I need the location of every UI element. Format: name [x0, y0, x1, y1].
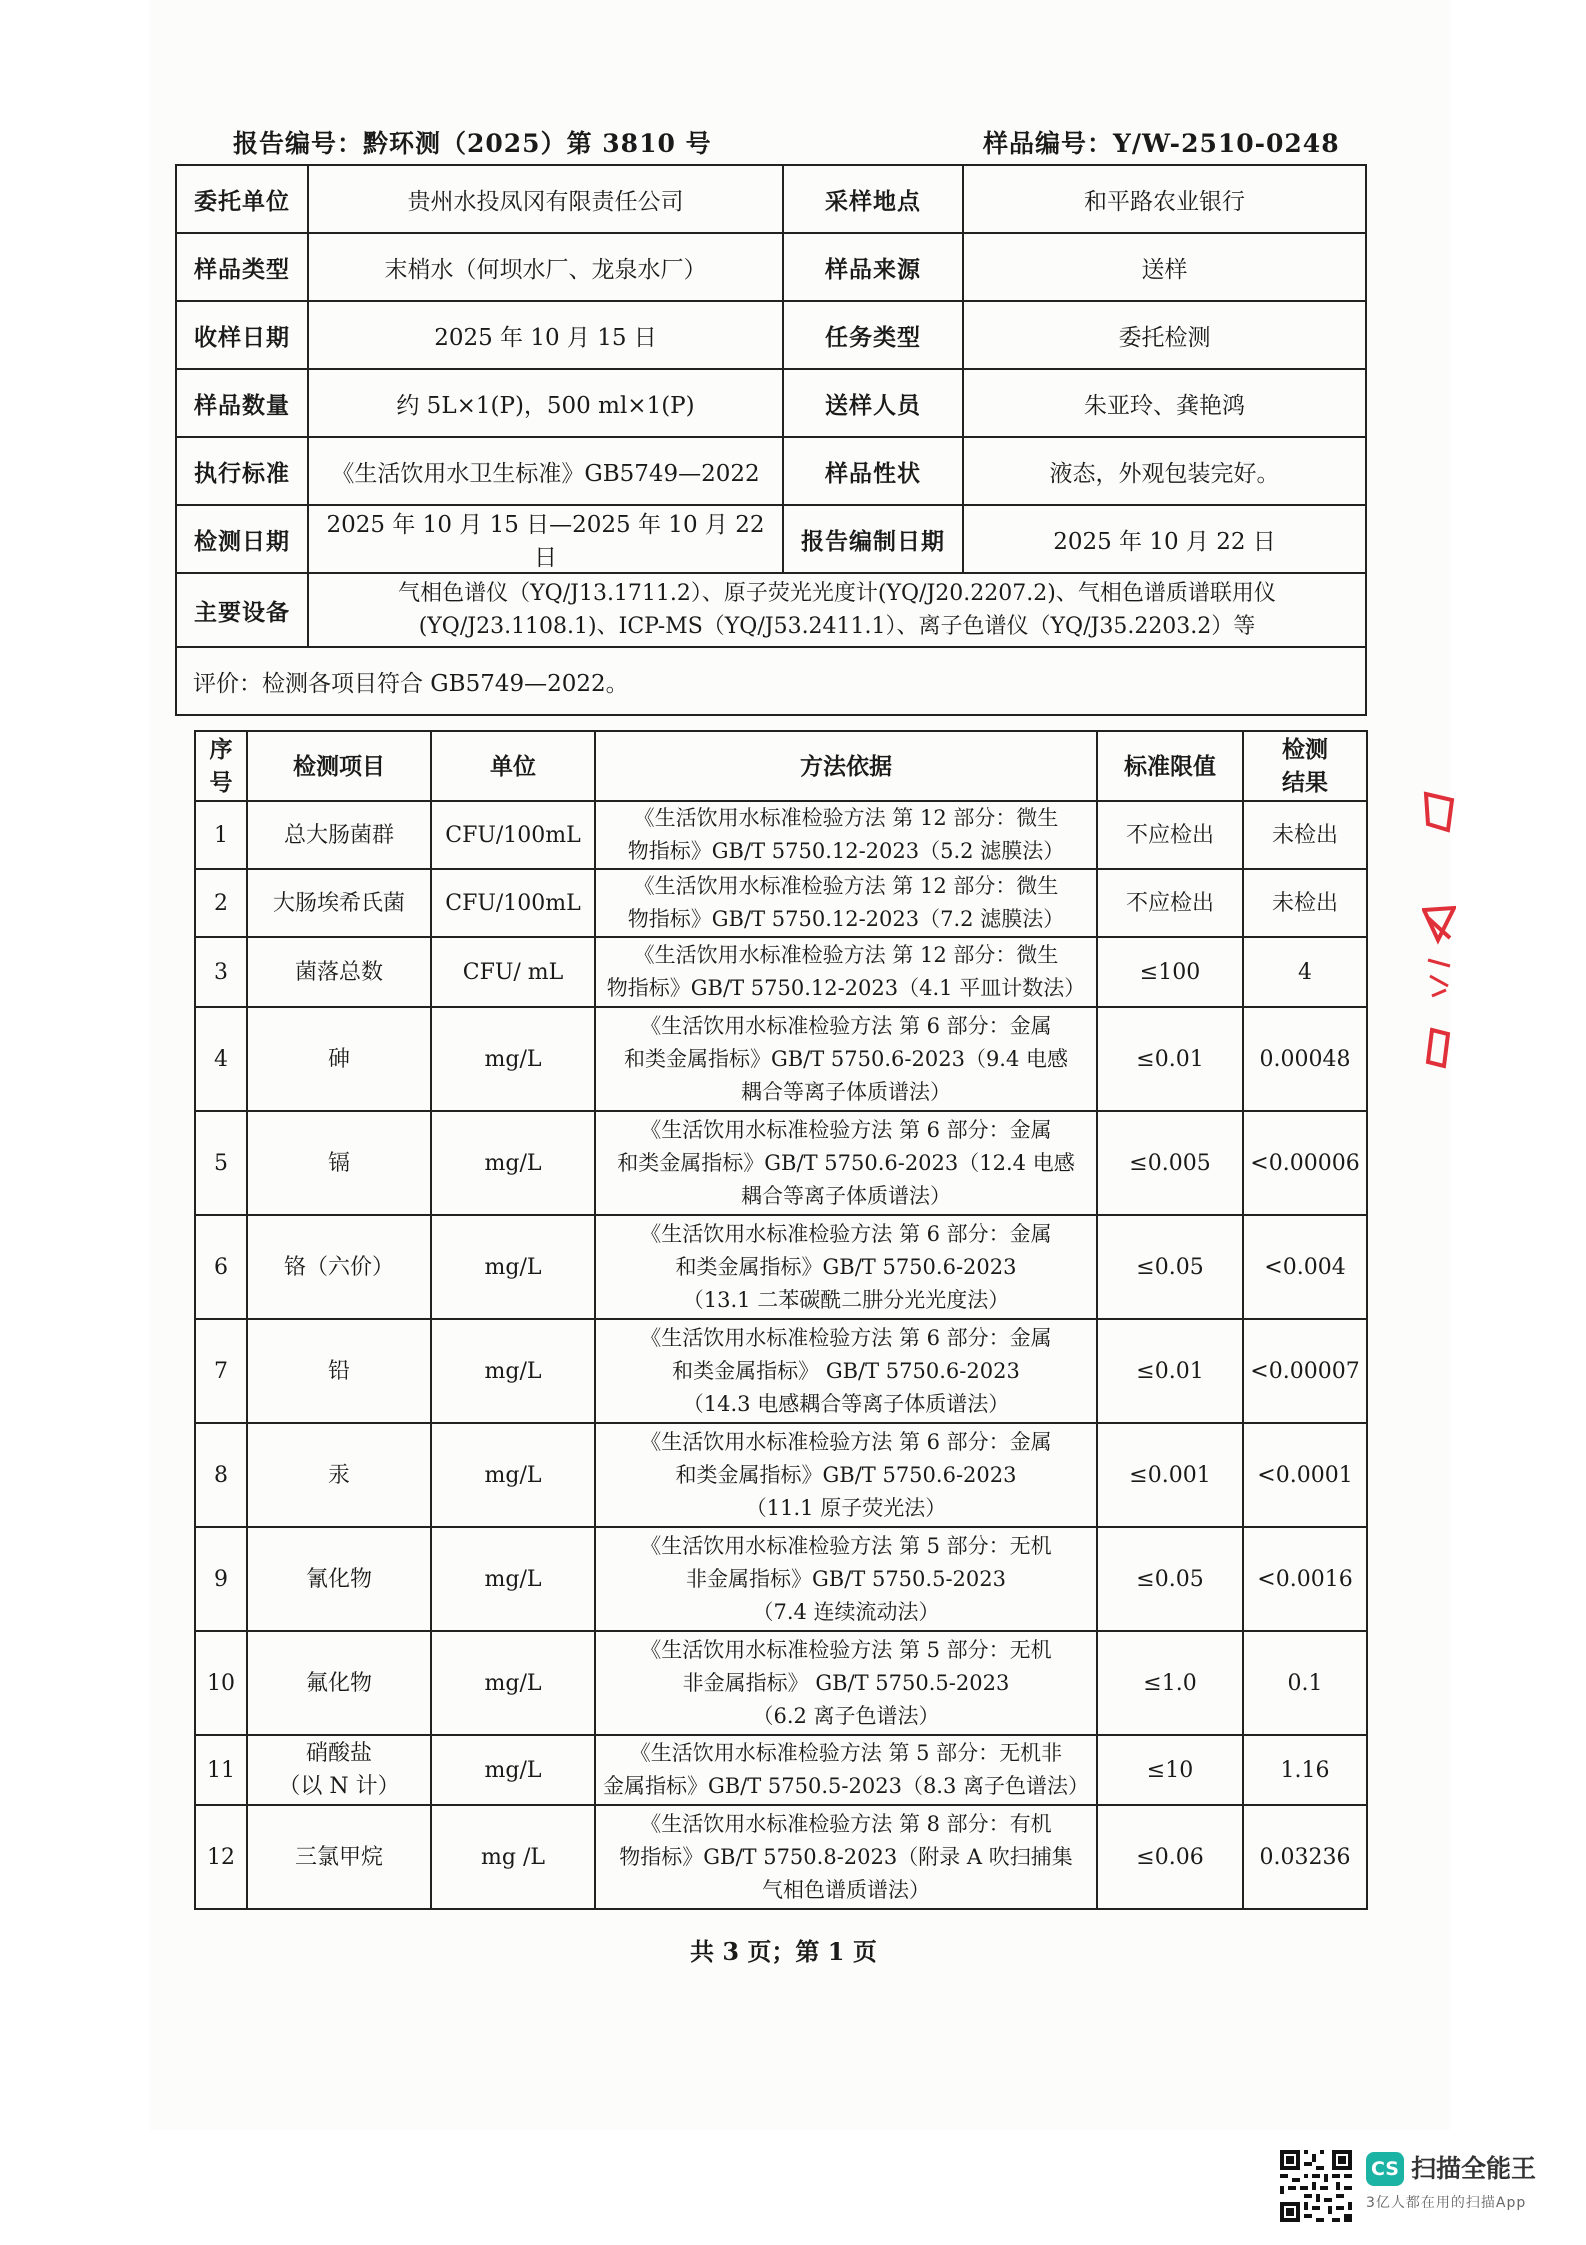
type-label: 样品类型 — [176, 233, 308, 301]
sample-number: 样品编号：Y/W-2510-0248 — [983, 129, 1340, 158]
cell-line: 和类金属指标》GB/T 5750.6-2023（9.4 电感 — [623, 1046, 1069, 1071]
row-result: 0.1 — [1243, 1631, 1367, 1735]
row-item — [247, 1111, 431, 1215]
cell-line: 非金属指标》GB/T 5750.5-2023 — [686, 1566, 1006, 1591]
header-text: 序 — [209, 736, 233, 763]
header-text: 结果 — [1282, 769, 1328, 796]
cell-line: （6.2 离子色谱法） — [752, 1703, 940, 1728]
cell-line: 和类金属指标》 GB/T 5750.6-2023 — [672, 1358, 1020, 1383]
row-result: 1.16 — [1243, 1735, 1367, 1805]
row-unit: CFU/100mL — [431, 801, 595, 869]
row-item — [247, 1423, 431, 1527]
row-limit: ≤0.06 — [1097, 1805, 1243, 1909]
header-text: 号 — [209, 769, 233, 796]
row-unit: CFU/ mL — [431, 937, 595, 1007]
stamp-mark — [1424, 908, 1454, 940]
row-unit: mg/L — [431, 1423, 595, 1527]
equipment-line: (YQ/J23.1108.1)、ICP-MS（YQ/J53.2411.1）、离子色谱仪（YQ/J35.2203.2）等 — [418, 614, 1256, 639]
cell-line: 物指标》GB/T 5750.8-2023（附录 A 吹扫捕集 — [619, 1844, 1073, 1869]
quantity-value: 约 5L×1(P)，500 ml×1(P) — [308, 369, 783, 437]
header-method: 方法依据 — [595, 731, 1097, 801]
row-result: 0.03236 — [1243, 1805, 1367, 1909]
row-seq: 1 — [195, 801, 247, 869]
cell-line: 大肠埃希氏菌 — [272, 890, 405, 916]
row-seq: 3 — [195, 937, 247, 1007]
header-seq — [195, 731, 247, 801]
row-unit: mg /L — [431, 1805, 595, 1909]
row-method — [595, 1735, 1097, 1805]
cell-line: 金属指标》GB/T 5750.5-2023（8.3 离子色谱法） — [602, 1774, 1090, 1798]
header-item: 检测项目 — [247, 731, 431, 801]
client-label: 委托单位 — [176, 165, 308, 233]
row-unit: mg/L — [431, 1735, 595, 1805]
sender-value: 朱亚玲、龚艳鸿 — [963, 369, 1366, 437]
row-item — [247, 869, 431, 937]
type-value: 末梢水（何坝水厂、龙泉水厂） — [308, 233, 783, 301]
row-limit: 不应检出 — [1097, 801, 1243, 869]
results-body — [195, 801, 1367, 1909]
row-item — [247, 1527, 431, 1631]
page-indicator: 共 3 页；第 1 页 — [690, 1937, 877, 1966]
row-limit: 不应检出 — [1097, 869, 1243, 937]
table-row — [195, 1805, 1367, 1909]
row-item — [247, 1007, 431, 1111]
source-value: 送样 — [963, 233, 1366, 301]
row-seq: 6 — [195, 1215, 247, 1319]
row-limit: ≤100 — [1097, 937, 1243, 1007]
cell-line: 《生活饮用水标准检验方法 第 5 部分：无机 — [640, 1637, 1052, 1662]
client-value: 贵州水投凤冈有限责任公司 — [308, 165, 783, 233]
table-row — [195, 1423, 1367, 1527]
cell-line: 物指标》GB/T 5750.12-2023（7.2 滤膜法） — [627, 907, 1065, 931]
row-method — [595, 1319, 1097, 1423]
quantity-label: 样品数量 — [176, 369, 308, 437]
site-label: 采样地点 — [783, 165, 963, 233]
cell-line: 《生活饮用水标准检验方法 第 12 部分：微生 — [633, 943, 1059, 967]
cell-line: 《生活饮用水标准检验方法 第 12 部分：微生 — [633, 806, 1059, 830]
sample-info-table — [175, 164, 1367, 716]
row-method — [595, 869, 1097, 937]
row-unit: mg/L — [431, 1527, 595, 1631]
test-date-label: 检测日期 — [176, 505, 308, 573]
app-tagline: 3亿人都在用的扫描App — [1366, 2195, 1527, 2211]
cell-line: 硝酸盐 — [305, 1741, 372, 1766]
row-limit: ≤0.01 — [1097, 1007, 1243, 1111]
cell-line: 气相色谱质谱法） — [762, 1877, 930, 1902]
row-unit: mg/L — [431, 1319, 595, 1423]
report-number: 报告编号：黔环测（2025）第 3810 号 — [233, 129, 712, 158]
meta-row — [176, 301, 1366, 369]
cell-line: 非金属指标》 GB/T 5750.5-2023 — [682, 1670, 1010, 1695]
sample-state-label: 样品性状 — [783, 437, 963, 505]
cell-line: 铅 — [327, 1358, 350, 1384]
cell-line: 耦合等离子体质谱法） — [741, 1079, 951, 1104]
cell-line: 《生活饮用水标准检验方法 第 5 部分：无机 — [640, 1533, 1052, 1558]
meta-row — [176, 233, 1366, 301]
cell-line: （7.4 连续流动法） — [752, 1599, 940, 1624]
row-seq: 8 — [195, 1423, 247, 1527]
table-header-row — [195, 731, 1367, 801]
meta-row — [176, 505, 1366, 573]
cell-line: （以 N 计） — [278, 1774, 400, 1799]
site-value: 和平路农业银行 — [963, 165, 1366, 233]
sample-state-value: 液态，外观包装完好。 — [963, 437, 1366, 505]
table-row — [195, 801, 1367, 869]
row-seq: 2 — [195, 869, 247, 937]
row-seq: 7 — [195, 1319, 247, 1423]
camscanner-logo-icon: CS — [1366, 2152, 1404, 2186]
cell-line: 氟化物 — [305, 1670, 372, 1696]
cell-line: 《生活饮用水标准检验方法 第 6 部分：金属 — [640, 1221, 1052, 1246]
cell-line: 《生活饮用水标准检验方法 第 12 部分：微生 — [633, 874, 1059, 898]
row-item — [247, 1319, 431, 1423]
row-result: 未检出 — [1243, 869, 1367, 937]
source-label: 样品来源 — [783, 233, 963, 301]
row-unit: mg/L — [431, 1111, 595, 1215]
cell-line: 物指标》GB/T 5750.12-2023（5.2 滤膜法） — [627, 839, 1065, 863]
report-date-value: 2025 年 10 月 22 日 — [963, 505, 1366, 573]
row-unit: CFU/100mL — [431, 869, 595, 937]
cell-line: 《生活饮用水标准检验方法 第 6 部分：金属 — [640, 1325, 1052, 1350]
row-result: 0.00048 — [1243, 1007, 1367, 1111]
receive-date-value: 2025 年 10 月 15 日 — [308, 301, 783, 369]
row-method — [595, 1007, 1097, 1111]
table-row — [195, 937, 1367, 1007]
row-limit: ≤0.01 — [1097, 1319, 1243, 1423]
row-method — [595, 1631, 1097, 1735]
row-result: <0.00007 — [1243, 1319, 1367, 1423]
scanner-watermark — [1278, 2148, 1578, 2212]
row-seq: 11 — [195, 1735, 247, 1805]
table-row — [195, 869, 1367, 937]
row-result: <0.0016 — [1243, 1527, 1367, 1631]
table-row — [195, 1215, 1367, 1319]
row-item — [247, 1735, 431, 1805]
cell-line: 菌落总数 — [294, 959, 383, 985]
cell-line: 《生活饮用水标准检验方法 第 6 部分：金属 — [640, 1117, 1052, 1142]
cell-line: 砷 — [327, 1046, 350, 1072]
cell-line: 汞 — [327, 1462, 350, 1488]
header-result — [1243, 731, 1367, 801]
cell-line: 耦合等离子体质谱法） — [741, 1183, 951, 1208]
cell-line: 总大肠菌群 — [283, 822, 394, 848]
cell-line: 镉 — [327, 1150, 350, 1176]
row-method — [595, 937, 1097, 1007]
row-result: 未检出 — [1243, 801, 1367, 869]
row-limit: ≤0.001 — [1097, 1423, 1243, 1527]
cell-line: 《生活饮用水标准检验方法 第 6 部分：金属 — [640, 1013, 1052, 1038]
table-row — [195, 1527, 1367, 1631]
cell-line: 和类金属指标》GB/T 5750.6-2023 — [675, 1254, 1017, 1279]
row-item — [247, 1215, 431, 1319]
stamp-mark — [1426, 794, 1452, 830]
test-date-value: 2025 年 10 月 15 日—2025 年 10 月 22 日 — [308, 505, 783, 573]
table-row — [195, 1631, 1367, 1735]
equipment-label: 主要设备 — [176, 573, 308, 647]
equipment-value — [308, 573, 1366, 647]
row-limit: ≤1.0 — [1097, 1631, 1243, 1735]
table-row — [195, 1319, 1367, 1423]
meta-row — [176, 165, 1366, 233]
cell-line: （11.1 原子荧光法） — [745, 1495, 947, 1520]
header-text: 检测 — [1282, 736, 1328, 763]
row-seq: 10 — [195, 1631, 247, 1735]
row-method — [595, 1111, 1097, 1215]
header-unit: 单位 — [431, 731, 595, 801]
report-date-label: 报告编制日期 — [783, 505, 963, 573]
results-table — [194, 730, 1368, 1910]
row-result: <0.00006 — [1243, 1111, 1367, 1215]
row-method — [595, 1423, 1097, 1527]
row-unit: mg/L — [431, 1007, 595, 1111]
meta-row — [176, 647, 1366, 715]
row-item — [247, 937, 431, 1007]
row-limit: ≤10 — [1097, 1735, 1243, 1805]
meta-row — [176, 573, 1366, 647]
cell-line: 《生活饮用水标准检验方法 第 6 部分：金属 — [640, 1429, 1052, 1454]
row-item — [247, 801, 431, 869]
row-seq: 4 — [195, 1007, 247, 1111]
row-result: <0.0001 — [1243, 1423, 1367, 1527]
cell-line: 三氯甲烷 — [294, 1844, 383, 1870]
row-unit: mg/L — [431, 1631, 595, 1735]
evaluation: 评价：检测各项目符合 GB5749—2022。 — [176, 647, 1366, 715]
receive-date-label: 收样日期 — [176, 301, 308, 369]
row-result: <0.004 — [1243, 1215, 1367, 1319]
task-type-value: 委托检测 — [963, 301, 1366, 369]
row-seq: 12 — [195, 1805, 247, 1909]
row-method — [595, 1215, 1097, 1319]
standard-label: 执行标准 — [176, 437, 308, 505]
task-type-label: 任务类型 — [783, 301, 963, 369]
row-method — [595, 1805, 1097, 1909]
header-limit: 标准限值 — [1097, 731, 1243, 801]
cell-line: 氰化物 — [305, 1566, 372, 1592]
row-method — [595, 1527, 1097, 1631]
row-limit: ≤0.05 — [1097, 1527, 1243, 1631]
qr-code-icon — [1278, 2148, 1354, 2224]
cell-line: 和类金属指标》GB/T 5750.6-2023（12.4 电感 — [617, 1150, 1075, 1175]
cell-line: （13.1 二苯碳酰二肼分光光度法） — [682, 1287, 1010, 1312]
row-limit: ≤0.05 — [1097, 1215, 1243, 1319]
cell-line: 和类金属指标》GB/T 5750.6-2023 — [675, 1462, 1017, 1487]
row-item — [247, 1631, 431, 1735]
row-seq: 9 — [195, 1527, 247, 1631]
row-unit: mg/L — [431, 1215, 595, 1319]
stamp-mark — [1428, 960, 1450, 996]
meta-row — [176, 437, 1366, 505]
row-method — [595, 801, 1097, 869]
row-seq: 5 — [195, 1111, 247, 1215]
sender-label: 送样人员 — [783, 369, 963, 437]
stamp-mark — [1428, 1030, 1448, 1066]
standard-value: 《生活饮用水卫生标准》GB5749—2022 — [308, 437, 783, 505]
table-row — [195, 1735, 1367, 1805]
cell-line: 《生活饮用水标准检验方法 第 5 部分：无机非 — [629, 1741, 1063, 1765]
row-limit: ≤0.005 — [1097, 1111, 1243, 1215]
cell-line: 《生活饮用水标准检验方法 第 8 部分：有机 — [640, 1811, 1052, 1836]
row-result: 4 — [1243, 937, 1367, 1007]
equipment-line: 气相色谱仪（YQ/J13.1711.2）、原子荧光光度计(YQ/J20.2207.2)、气相色谱质谱联用仪 — [398, 581, 1276, 606]
cell-line: 铬（六价） — [283, 1254, 394, 1280]
table-row — [195, 1007, 1367, 1111]
red-stamp-fragment — [1422, 790, 1456, 1090]
row-item — [247, 1805, 431, 1909]
table-row — [195, 1111, 1367, 1215]
meta-row — [176, 369, 1366, 437]
cell-line: 物指标》GB/T 5750.12-2023（4.1 平皿计数法） — [606, 976, 1086, 1000]
cell-line: （14.3 电感耦合等离子体质谱法） — [682, 1391, 1010, 1416]
app-name: 扫描全能王 — [1411, 2154, 1537, 2183]
